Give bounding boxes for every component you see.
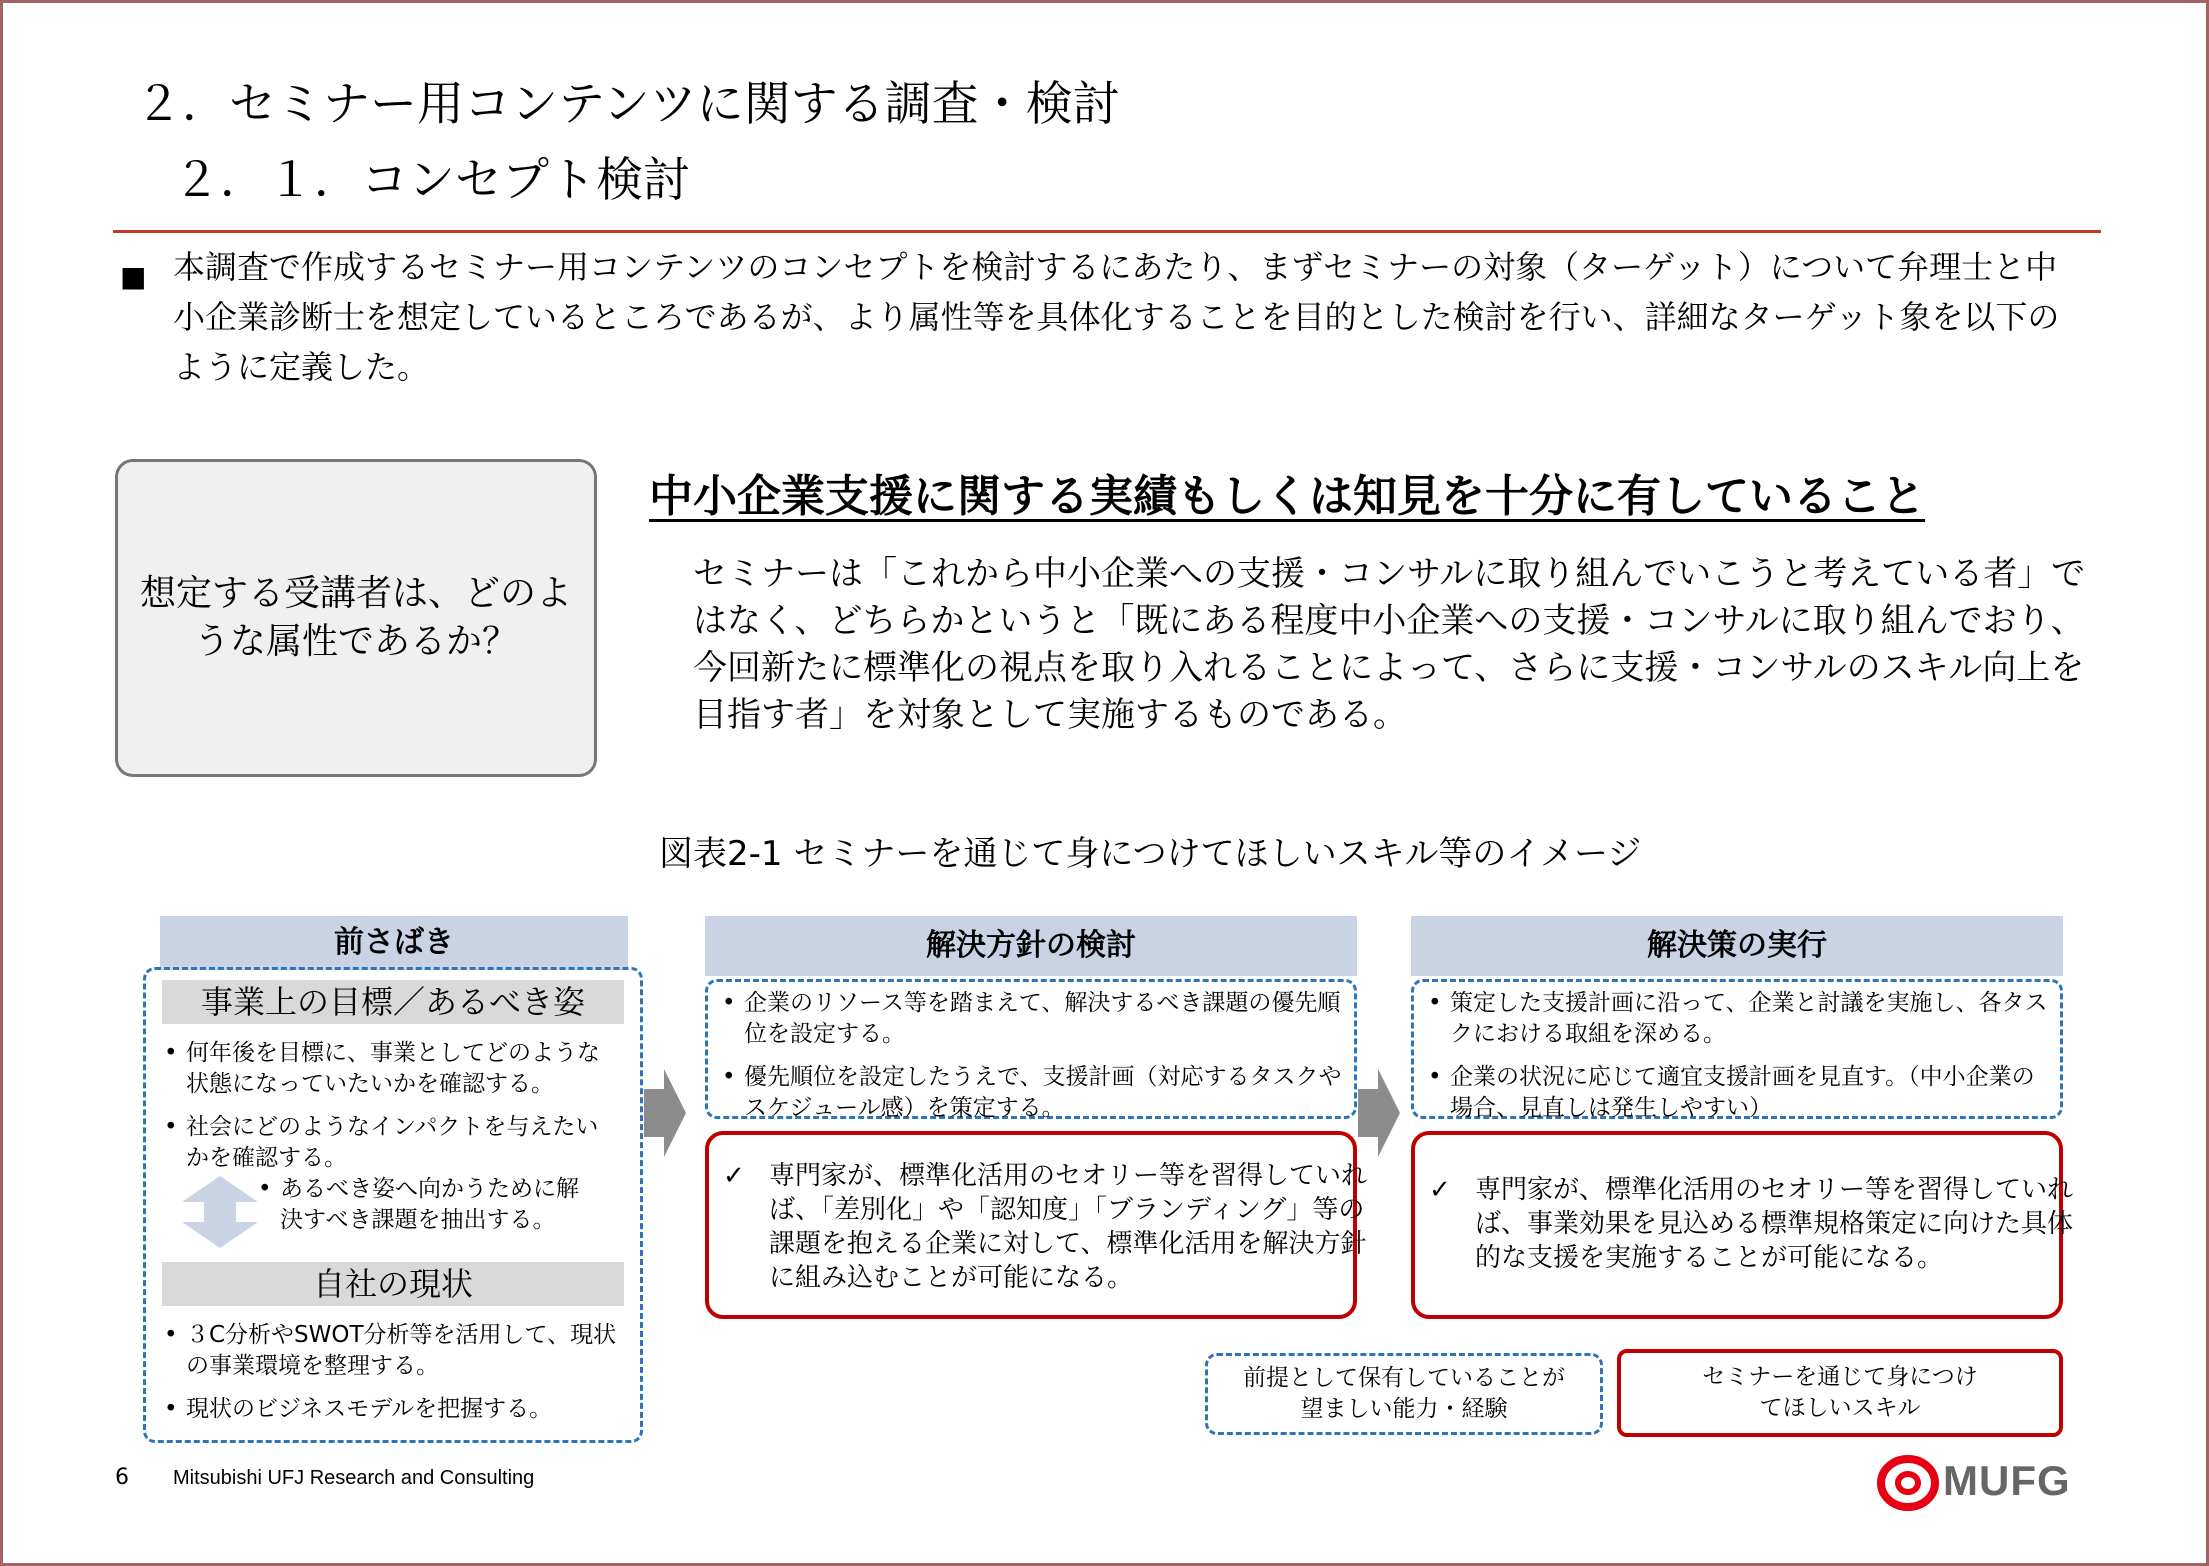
- execution-skill: [1421, 1173, 2091, 1275]
- list-item: • 企業のリソース等を踏まえて、解決するべき課題の優先順位を設定する。: [718, 988, 1346, 1050]
- double-arrow-icon: [182, 1176, 258, 1248]
- question-box: [115, 459, 597, 777]
- check-icon: ✓: [1429, 1175, 1451, 1205]
- list-item: • 策定した支援計画に沿って、企業と討議を実施し、各タスクにおける取組を深める。: [1424, 988, 2052, 1050]
- company-name: Mitsubishi UFJ Research and Consulting: [173, 1467, 535, 1489]
- section-title-current: 自社の現状: [162, 1262, 624, 1306]
- policy-skill: [715, 1159, 1385, 1295]
- column-header-execution: 解決策の実行: [1411, 916, 2063, 976]
- check-icon: ✓: [723, 1161, 745, 1191]
- list-item: • 何年後を目標に、事業としてどのような状態になっていたいかを確認する。: [160, 1038, 620, 1100]
- legend-dashed-text: 前提として保有していることが望ましい能力・経験: [1243, 1365, 1565, 1422]
- legend-red-text: セミナーを通じて身につけてほしいスキル: [1702, 1364, 1978, 1421]
- page-number: 6: [115, 1465, 129, 1490]
- policy-skill-box: [705, 1131, 1368, 1319]
- answer-headline: 中小企業支援に関する実績もしくは知見を十分に有していること: [649, 471, 1925, 522]
- slide-subtitle: ２．１．コンセプト検討: [173, 153, 690, 208]
- slide-title: ２．セミナー用コンテンツに関する調査・検討: [135, 77, 1120, 132]
- execution-skill-box: [1411, 1131, 2074, 1319]
- mufg-logo-icon: [1877, 1455, 1939, 1511]
- chevron-right-icon: [1358, 1069, 1400, 1157]
- execution-list: [1424, 988, 2052, 1136]
- list-item: • 現状のビジネスモデルを把握する。: [160, 1394, 620, 1425]
- legend-red: [1617, 1349, 2063, 1437]
- execution-prereq-box: [1411, 979, 2063, 1119]
- title-divider: [113, 230, 2101, 233]
- intro-paragraph: 本調査で作成するセミナー用コンテンツのコンセプトを検討するにあたり、まずセミナーの対象（ターゲット）について弁理士と中小企業診断士を想定しているところであるが、より属性等を具体化することを目的とした検討を行い、詳細なターゲット象を以下のように定義した。: [173, 248, 2060, 386]
- question-text: 想定する受講者は、どのような属性であるか？: [139, 573, 572, 662]
- column-header-maesabaki: 前さばき: [160, 916, 628, 970]
- list-item: • ３C分析やSWOT分析等を活用して、現状の事業環境を整理する。: [160, 1320, 620, 1382]
- policy-skill-text: 専門家が、標準化活用のセオリー等を習得していれば、「差別化」や「認知度」「ブランディング」等の課題を抱える企業に対して、標準化活用を解決方針に組み込むことが可能になる。: [769, 1161, 1368, 1293]
- list-item: • 企業の状況に応じて適宜支援計画を見直す。（中小企業の場合、見直しは発生しやすい）: [1424, 1062, 2052, 1124]
- policy-prereq-box: [705, 979, 1357, 1119]
- goal-list: [160, 1038, 620, 1186]
- list-item: • あるべき姿へ向かうために解決すべき課題を抽出する。: [254, 1174, 584, 1236]
- gap-note: [254, 1174, 584, 1248]
- execution-skill-text: 専門家が、標準化活用のセオリー等を習得していれば、事業効果を見込める標準規格策定に向けた具体的な支援を実施することが可能になる。: [1475, 1175, 2074, 1273]
- answer-description: セミナーは「これから中小企業への支援・コンサルに取り組んでいこうと考えている者」ではなく、どちらかというと「既にある程度中小企業への支援・コンサルに取り組んでおり、今回新たに標準化の視点を取り入れることによって、さらに支援・コンサルのスキル向上を目指す者」を対象として実施するものである。: [693, 554, 2086, 735]
- list-item: • 優先順位を設定したうえで、支援計画（対応するタスクやスケジュール感）を策定する。: [718, 1062, 1346, 1124]
- square-bullet-icon: ■: [120, 260, 147, 293]
- legend-dashed: [1205, 1353, 1603, 1435]
- policy-list: [718, 988, 1346, 1136]
- column-header-policy: 解決方針の検討: [705, 916, 1357, 976]
- chevron-right-icon: [644, 1069, 686, 1157]
- maesabaki-box: [143, 967, 643, 1443]
- mufg-logo-text: MUFG: [1943, 1457, 2071, 1504]
- list-item: • 社会にどのようなインパクトを与えたいかを確認する。: [160, 1112, 620, 1174]
- figure-caption: 図表2-1 セミナーを通じて身につけてほしいスキル等のイメージ: [659, 834, 1642, 874]
- current-list: [160, 1320, 620, 1437]
- section-title-goal: 事業上の目標／あるべき姿: [162, 980, 624, 1024]
